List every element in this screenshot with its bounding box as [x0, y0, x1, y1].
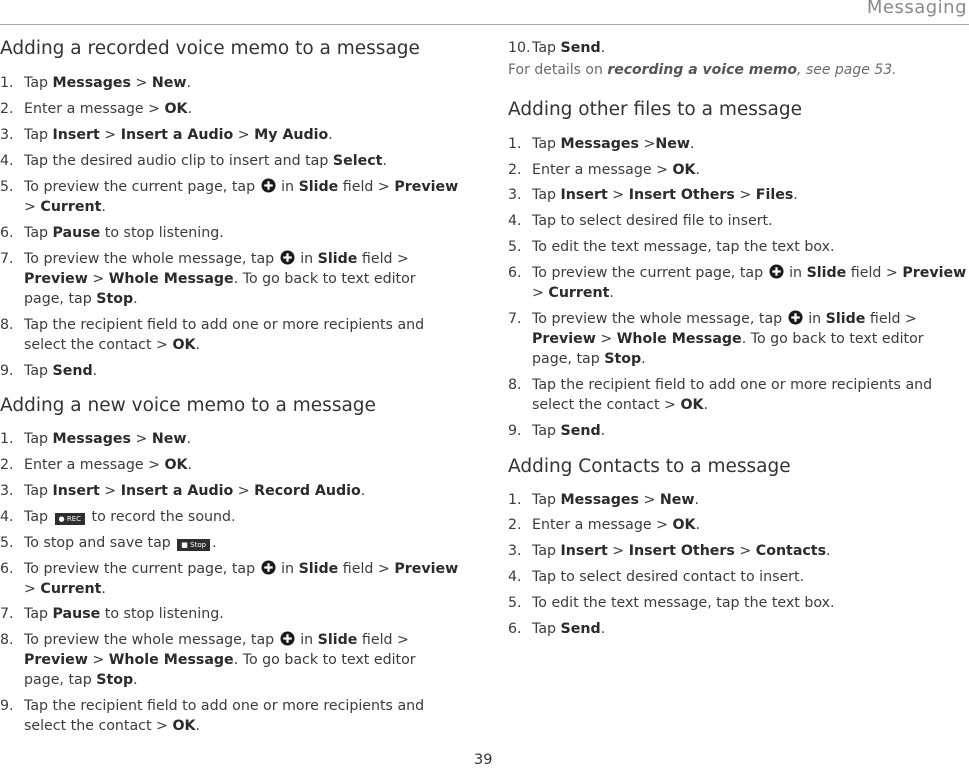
list-item: 9. Tap Send. — [508, 423, 606, 439]
list-item: 5. To edit the text message, tap the text box. — [508, 239, 835, 255]
list-item: 1. Tap Messages >New. — [508, 136, 695, 152]
list-item: 3. Tap Insert > Insert a Audio > Record Audio. — [0, 483, 366, 499]
list-item: 5. To edit the text message, tap the text box. — [508, 595, 835, 611]
add-plus-icon — [280, 631, 295, 646]
stop-button-icon: ■ Stop — [177, 539, 210, 551]
list-item: 6. To preview the current page, tap in Slide field > Preview > Current. — [0, 561, 459, 597]
header-title: Messaging — [866, 0, 967, 18]
list-item: 10. Tap Send. — [508, 40, 606, 56]
record-button-icon: ● REC — [55, 513, 86, 525]
section-heading-new-voice-memo: Adding a new voice memo to a message — [0, 395, 376, 416]
list-item: 4. Tap the desired audio clip to insert and tap Select. — [0, 153, 387, 169]
list-item: 3. Tap Insert > Insert Others > Files. — [508, 187, 798, 203]
list-item: 6. To preview the current page, tap in Slide field > Preview > Current. — [508, 265, 967, 301]
list-item: 7. Tap Pause to stop listening. — [0, 606, 224, 622]
header-rule — [0, 24, 969, 25]
list-item: 3. Tap Insert > Insert a Audio > My Audio. — [0, 127, 333, 143]
list-item: 6. Tap Send. — [508, 621, 606, 637]
add-plus-icon — [788, 310, 803, 325]
list-item: 3. Tap Insert > Insert Others > Contacts. — [508, 543, 831, 559]
add-plus-icon — [280, 250, 295, 265]
see-also-note: For details on recording a voice memo, see page 53. — [508, 62, 897, 78]
add-plus-icon — [261, 560, 276, 575]
list-item: 8. Tap the recipient field to add one or more recipients and select the contact > OK. — [508, 377, 933, 413]
list-item: 1. Tap Messages > New. — [508, 492, 700, 508]
section-heading-contacts: Adding Contacts to a message — [508, 456, 791, 477]
list-item: 5. To preview the current page, tap in Slide field > Preview > Current. — [0, 179, 459, 215]
list-item: 2. Enter a message > OK. — [0, 457, 193, 473]
page-number: 39 — [474, 752, 493, 768]
list-item: 8. To preview the whole message, tap in Slide field > Preview > Whole Message. To go back to text editor page, tap Stop. — [0, 632, 416, 688]
list-item: 1. Tap Messages > New. — [0, 431, 192, 447]
list-item: 4. Tap ● REC to record the sound. — [0, 509, 236, 525]
list-item: 2. Enter a message > OK. — [508, 162, 701, 178]
section-heading-other-files: Adding other files to a message — [508, 99, 802, 120]
list-item: 7. To preview the whole message, tap in Slide field > Preview > Whole Message. To go back to text editor page, tap Stop. — [508, 311, 924, 367]
list-item: 8. Tap the recipient field to add one or more recipients and select the contact > OK. — [0, 317, 425, 353]
add-plus-icon — [769, 264, 784, 279]
list-item: 1. Tap Messages > New. — [0, 75, 192, 91]
section-heading-recorded-voice-memo: Adding a recorded voice memo to a message — [0, 38, 420, 59]
list-item: 9. Tap Send. — [0, 363, 98, 379]
list-item: 5. To stop and save tap ■ Stop . — [0, 535, 217, 551]
list-item: 6. Tap Pause to stop listening. — [0, 225, 224, 241]
list-item: 2. Enter a message > OK. — [0, 101, 193, 117]
list-item: 4. Tap to select desired contact to insert. — [508, 569, 805, 585]
list-item: 7. To preview the whole message, tap in Slide field > Preview > Whole Message. To go back to text editor page, tap Stop. — [0, 251, 416, 307]
list-item: 2. Enter a message > OK. — [508, 517, 701, 533]
list-item: 9. Tap the recipient field to add one or more recipients and select the contact > OK. — [0, 698, 425, 734]
add-plus-icon — [261, 178, 276, 193]
list-item: 4. Tap to select desired file to insert. — [508, 213, 773, 229]
